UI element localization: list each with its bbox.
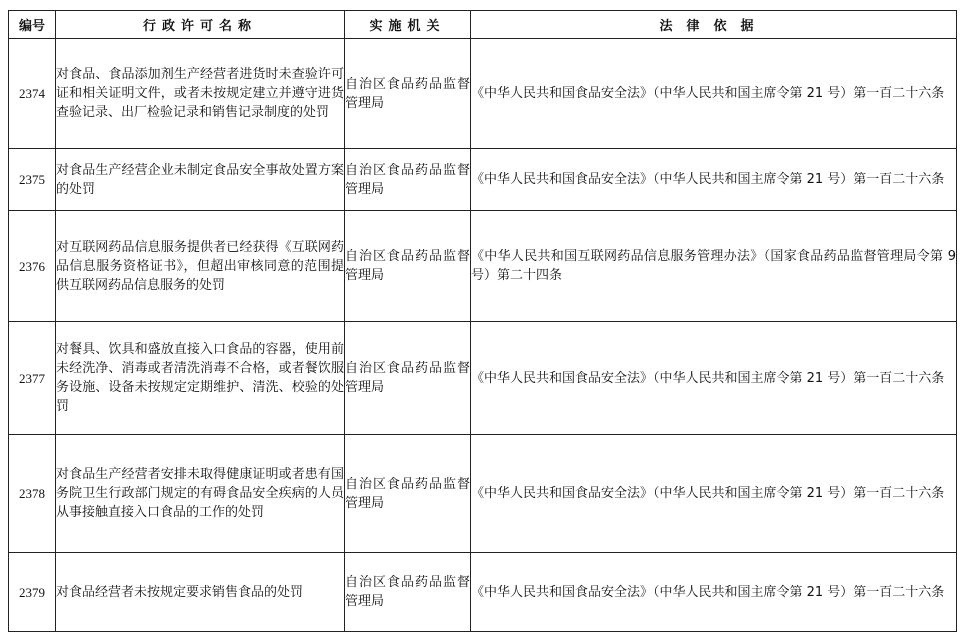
table-row	[9, 322, 957, 435]
row-number: 2377	[9, 322, 56, 435]
row-permit-name: 对食品、食品添加剂生产经营者进货时未查验许可证和相关证明文件，或者未按规定建立并遵守进货查验记录、出厂检验记录和销售记录制度的处罚	[56, 39, 345, 149]
permit-table	[8, 10, 957, 632]
row-permit-name: 对食品生产经营者安排未取得健康证明或者患有国务院卫生行政部门规定的有碍食品安全疾病的人员从事接触直接入口食品的工作的处罚	[56, 435, 345, 553]
header-basis: 法律依据	[471, 11, 957, 39]
row-agency: 自治区食品药品监督管理局	[345, 435, 471, 553]
header-name: 行政许可名称	[56, 11, 345, 39]
row-permit-name: 对餐具、饮具和盛放直接入口食品的容器，使用前未经洗净、消毒或者清洗消毒不合格，或者餐饮服务设施、设备未按规定定期维护、清洗、校验的处罚	[56, 322, 345, 435]
header-agency: 实施机关	[345, 11, 471, 39]
row-number: 2375	[9, 149, 56, 211]
table-row	[9, 553, 957, 632]
row-agency: 自治区食品药品监督管理局	[345, 322, 471, 435]
document-page	[8, 10, 957, 632]
row-agency: 自治区食品药品监督管理局	[345, 149, 471, 211]
row-number: 2378	[9, 435, 56, 553]
row-number: 2374	[9, 39, 56, 149]
row-agency: 自治区食品药品监督管理局	[345, 211, 471, 322]
table-row	[9, 149, 957, 211]
table-row	[9, 211, 957, 322]
row-permit-name: 对食品生产经营企业未制定食品安全事故处置方案的处罚	[56, 149, 345, 211]
row-legal-basis: 《中华人民共和国食品安全法》（中华人民共和国主席令第 21 号）第一百二十六条	[471, 149, 957, 211]
row-number: 2376	[9, 211, 56, 322]
row-permit-name: 对食品经营者未按规定要求销售食品的处罚	[56, 553, 345, 632]
row-agency: 自治区食品药品监督管理局	[345, 39, 471, 149]
row-legal-basis: 《中华人民共和国食品安全法》（中华人民共和国主席令第 21 号）第一百二十六条	[471, 39, 957, 149]
header-number: 编号	[9, 11, 56, 39]
table-header-row	[9, 11, 957, 39]
table-row	[9, 39, 957, 149]
row-number: 2379	[9, 553, 56, 632]
row-legal-basis: 《中华人民共和国食品安全法》（中华人民共和国主席令第 21 号）第一百二十六条	[471, 435, 957, 553]
table-row	[9, 435, 957, 553]
row-agency: 自治区食品药品监督管理局	[345, 553, 471, 632]
row-permit-name: 对互联网药品信息服务提供者已经获得《互联网药品信息服务资格证书》，但超出审核同意的范围提供互联网药品信息服务的处罚	[56, 211, 345, 322]
row-legal-basis: 《中华人民共和国互联网药品信息服务管理办法》（国家食品药品监督管理局令第 9 号）第二十四条	[471, 211, 957, 322]
row-legal-basis: 《中华人民共和国食品安全法》（中华人民共和国主席令第 21 号）第一百二十六条	[471, 553, 957, 632]
row-legal-basis: 《中华人民共和国食品安全法》（中华人民共和国主席令第 21 号）第一百二十六条	[471, 322, 957, 435]
